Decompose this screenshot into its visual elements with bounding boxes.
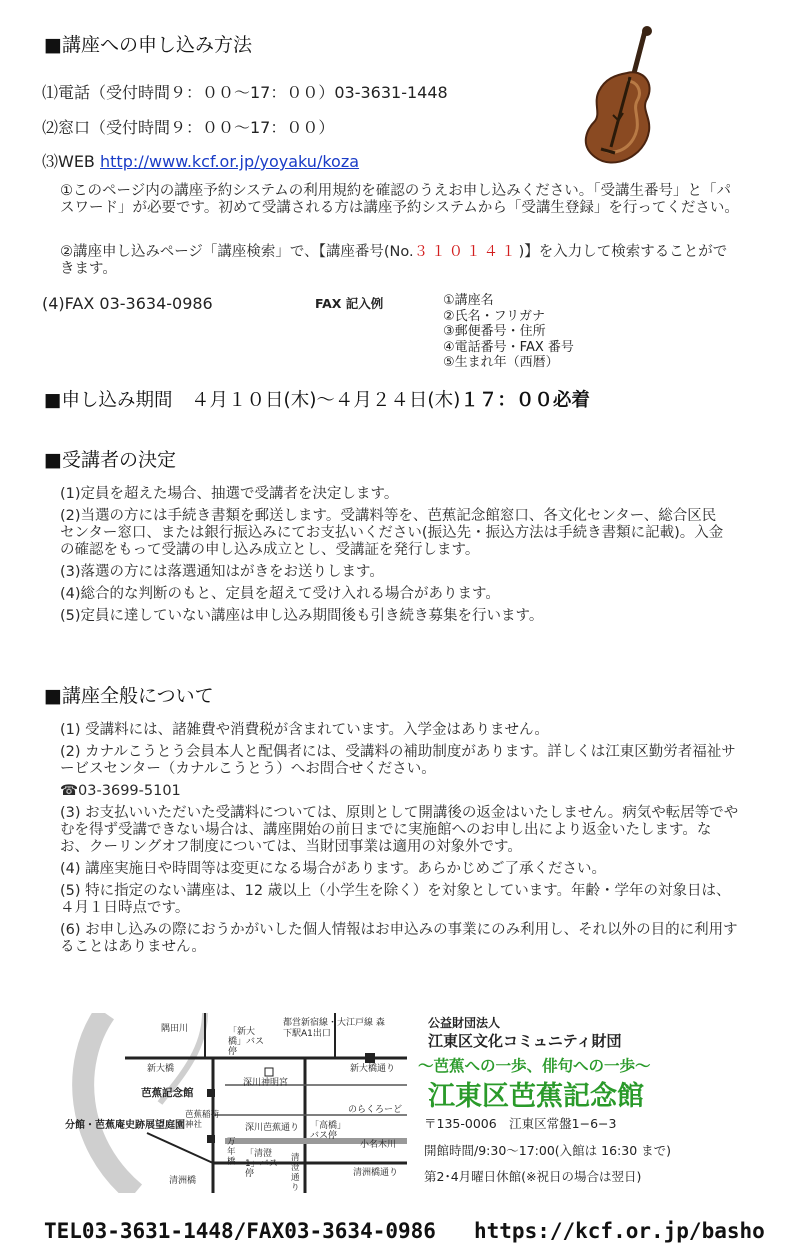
apply-web-label: ⑶WEB <box>42 152 95 171</box>
general-item: (6) お申し込みの際におうかがいした個人情報はお申込みの事業にのみ利用し、それ以外の目的に利用することはありません。 <box>60 922 738 955</box>
course-number: ３１０１４１ <box>413 244 519 260</box>
fax-example-item: ③郵便番号・住所 <box>443 324 546 339</box>
general-item: (3) お支払いいただいた受講料については、原則として開講後の返金はいたしません。病気や転居等でやむを得ず受講できない場合は、講座開始の前日までに実施館へのお申し出により返金いたします。なお、クーリングオフ制度については、当財団事業は適用の対象外です。 <box>60 805 739 855</box>
general-item: (4) 講座実施日や時間等は変更になる場合があります。あらかじめご了承ください。 <box>60 861 606 877</box>
map-label-kiyosumi-dori: 清澄通り <box>291 1153 300 1193</box>
apply-note-2-pre: ②講座申し込みページ「講座検索」で、【講座番号(No. <box>60 244 414 260</box>
map-label-takahashi-stop: 「高橋」バス停 <box>310 1121 342 1141</box>
period-label: ■申し込み期間 ４月１０日(木)〜４月２４日(木) <box>44 390 461 411</box>
apply-counter: ⑵窓口（受付時間９：００〜17：００） <box>42 118 335 137</box>
decision-item: (5)定員に達していない講座は申し込み期間後も引き続き募集を行います。 <box>60 608 544 624</box>
map-label-kiyosu-dori: 清洲橋通り <box>353 1168 399 1178</box>
fax-example-item: ④電話番号・FAX 番号 <box>443 339 574 355</box>
apply-note-1: ①このページ内の講座予約システムの利用規約を確認のうえお申し込みください。「受講生番号」と「パスワード」が必要です。初めて受講される方は講座予約システムから「受講生登録」を行ってください。 <box>60 183 739 216</box>
map-label-sumida: 隅田川 <box>161 1024 189 1034</box>
footer-url[interactable]: https://kcf.or.jp/basho <box>474 1219 765 1243</box>
apply-note-2 <box>60 244 740 278</box>
org-name: 江東区文化コミュニティ財団 <box>428 1032 622 1050</box>
application-period <box>44 386 590 412</box>
map-label-mannen: 万年橋 <box>227 1137 236 1167</box>
apply-note-2-post: )】を入力して検索することができます。 <box>60 244 728 277</box>
fax-example-item: ②氏名・フリガナ <box>443 308 546 324</box>
general-item: (2) カナルこうとう会員本人と配偶者には、受講料の補助制度があります。詳しくは江東区勤労者福祉サービスセンター（カナルこうとう）へお問合せください。 <box>60 744 736 777</box>
map-label-shinmeigu: 深川神明宮 <box>243 1078 289 1088</box>
map-label-shin-ohashi: 新大橋 <box>147 1064 175 1074</box>
decision-heading: ■受講者の決定 <box>44 449 176 471</box>
fax-example-list <box>443 293 574 371</box>
org-slogan: 〜芭蕉への一歩、俳句への一歩〜 <box>418 1057 651 1075</box>
footer-contact: TEL03-3631-1448/FAX03-3634-0986 <box>44 1219 436 1243</box>
general-phone: ☎03-3699-5101 <box>60 783 181 799</box>
map-label-bunkan: 分館・芭蕉庵史跡展望庭園 <box>65 1120 185 1131</box>
map-label-basho-museum: 芭蕉記念館 <box>141 1087 194 1099</box>
general-heading: ■講座全般について <box>44 685 214 707</box>
museum-closed: 第2･4月曜日休館(※祝日の場合は翌日) <box>424 1169 642 1184</box>
fax-example-label: FAX 記入例 <box>315 296 384 311</box>
general-item: (1) 受講料には、諸雑費や消費税が含まれています。入学金はありません。 <box>60 722 549 738</box>
period-deadline: １７：００必着 <box>460 390 590 411</box>
apply-fax: (4)FAX 03-3634-0986 <box>42 294 213 313</box>
decision-item: (3)落選の方には落選通知はがきをお送りします。 <box>60 564 384 580</box>
general-list <box>60 722 740 956</box>
map-label-basho-inari: 芭蕉稲荷神社 <box>185 1110 220 1130</box>
decision-item: (2)当選の方には手続き書類を郵送します。受講料等を、芭蕉記念館窓口、各文化センター、総合区民センター窓口、または銀行振込みにてお支払いください(振込先・振込方法は手続き書類に記載)。入金の確認をもって受講の申し込み成立とし、受講証を発行します。 <box>60 508 724 558</box>
fax-example-item: ⑤生まれ年（西暦） <box>443 355 559 370</box>
map-label-kiyosumi-stop: 「清澄1」バス停 <box>245 1149 278 1179</box>
general-item: (5) 特に指定のない講座は、12 歳以上（小学生を除く）を対象としています。年齢・学年の対象日は、４月１日時点です。 <box>60 883 731 916</box>
map-label-shin-ohashi-dori: 新大橋通り <box>350 1064 396 1074</box>
map-label-norakuro: のらくろーど <box>348 1105 403 1115</box>
decision-item: (1)定員を超えた場合、抽選で受講者を決定します。 <box>60 486 399 502</box>
museum-address: 〒135-0006 江東区常盤1−6−3 <box>424 1116 617 1131</box>
map-label-kiyosu: 清洲橋 <box>169 1176 197 1186</box>
museum-hours: 開館時間/9:30〜17:00(入館は 16:30 まで) <box>424 1143 672 1158</box>
map-label-fukagawa-basho-dori: 深川芭蕉通り <box>245 1123 300 1133</box>
apply-phone: ⑴電話（受付時間９：００〜17：００）03-3631-1448 <box>42 83 448 102</box>
apply-heading: ■講座への申し込み方法 <box>44 34 252 56</box>
decision-item: (4)総合的な判断のもと、定員を超えて受け入れる場合があります。 <box>60 586 500 602</box>
fax-example-item: ①講座名 <box>443 293 494 308</box>
museum-name: 江東区芭蕉記念館 <box>428 1081 644 1112</box>
apply-web-link[interactable]: http://www.kcf.or.jp/yoyaku/koza <box>100 152 360 171</box>
violin-illustration <box>575 25 675 175</box>
map-label-shin-ohashi-stop: 「新大橋」バス停 <box>228 1027 265 1057</box>
map-label-station: 都営新宿線・大江戸線 森下駅A1出口 <box>283 1018 385 1039</box>
map-label-komatsugawa: 小名木川 <box>360 1140 397 1150</box>
access-map <box>65 1013 407 1193</box>
org-corp: 公益財団法人 <box>428 1016 501 1030</box>
decision-list <box>60 486 730 625</box>
apply-web <box>42 149 359 172</box>
